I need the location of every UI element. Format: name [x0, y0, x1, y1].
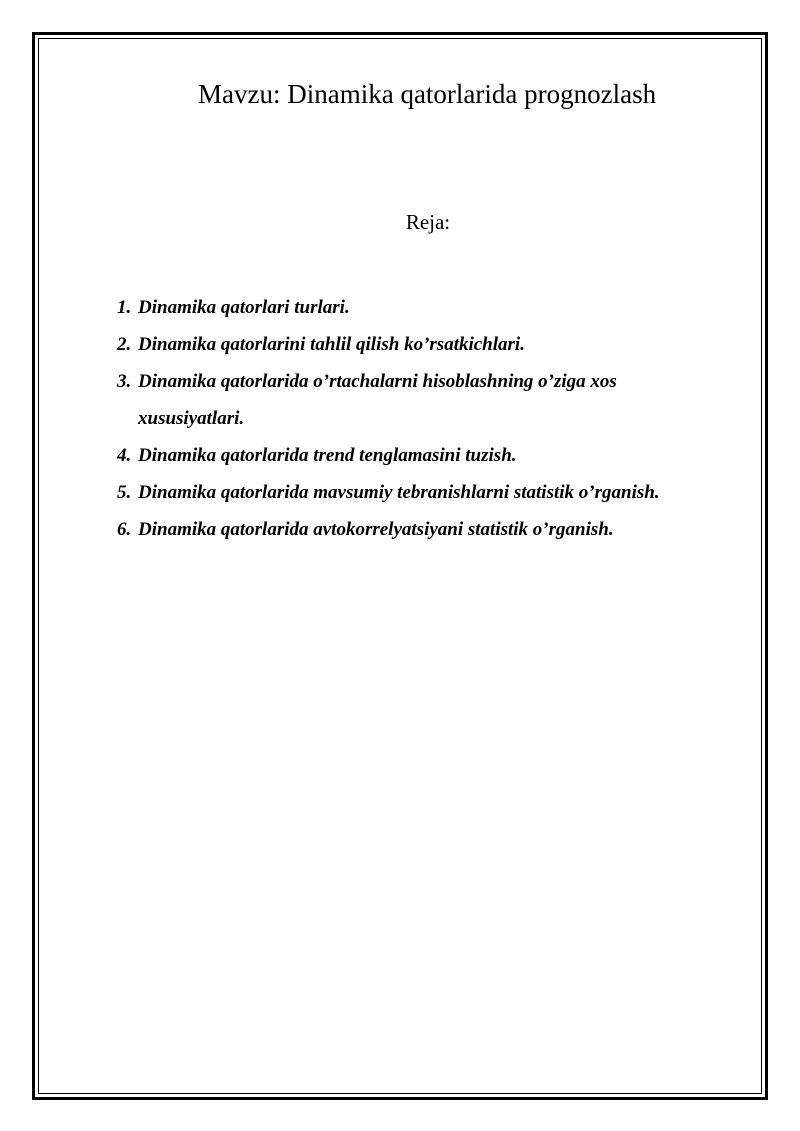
plan-item-text: Dinamika qatorlarida avtokorrelyatsiyani statistik o’rganish. [138, 519, 614, 540]
plan-item-6 [117, 511, 757, 548]
plan-item-number: 3. [117, 371, 132, 392]
document-title: Mavzu: Dinamika qatorlarida prognozlash [198, 79, 657, 109]
plan-item-text: Dinamika qatorlarini tahlil qilish ko’rsatkichlari. [138, 334, 525, 355]
plan-heading: Reja: [405, 210, 451, 234]
plan-item-number: 4. [117, 445, 132, 466]
plan-item-5 [117, 474, 757, 511]
plan-item-text: Dinamika qatorlarida mavsumiy tebranishlarni statistik o’rganish. [138, 482, 660, 503]
plan-item-number: 6. [117, 519, 132, 540]
page-border [32, 32, 768, 1100]
plan-item-number: 5. [117, 482, 132, 503]
plan-list [117, 289, 757, 548]
plan-item-text: Dinamika qatorlarida trend tenglamasini tuzish. [138, 445, 517, 466]
plan-item-1 [117, 289, 757, 326]
plan-item-3 [117, 363, 757, 437]
plan-item-2 [117, 326, 757, 363]
page-border-inner [38, 38, 762, 1094]
plan-item-number: 1. [117, 297, 132, 318]
plan-item-number: 2. [117, 334, 132, 355]
plan-item-4 [117, 437, 757, 474]
plan-item-text: Dinamika qatorlarida o’rtachalarni hisoblashning o’ziga xos xususiyatlari. [138, 371, 617, 429]
plan-item-text: Dinamika qatorlari turlari. [138, 297, 350, 318]
